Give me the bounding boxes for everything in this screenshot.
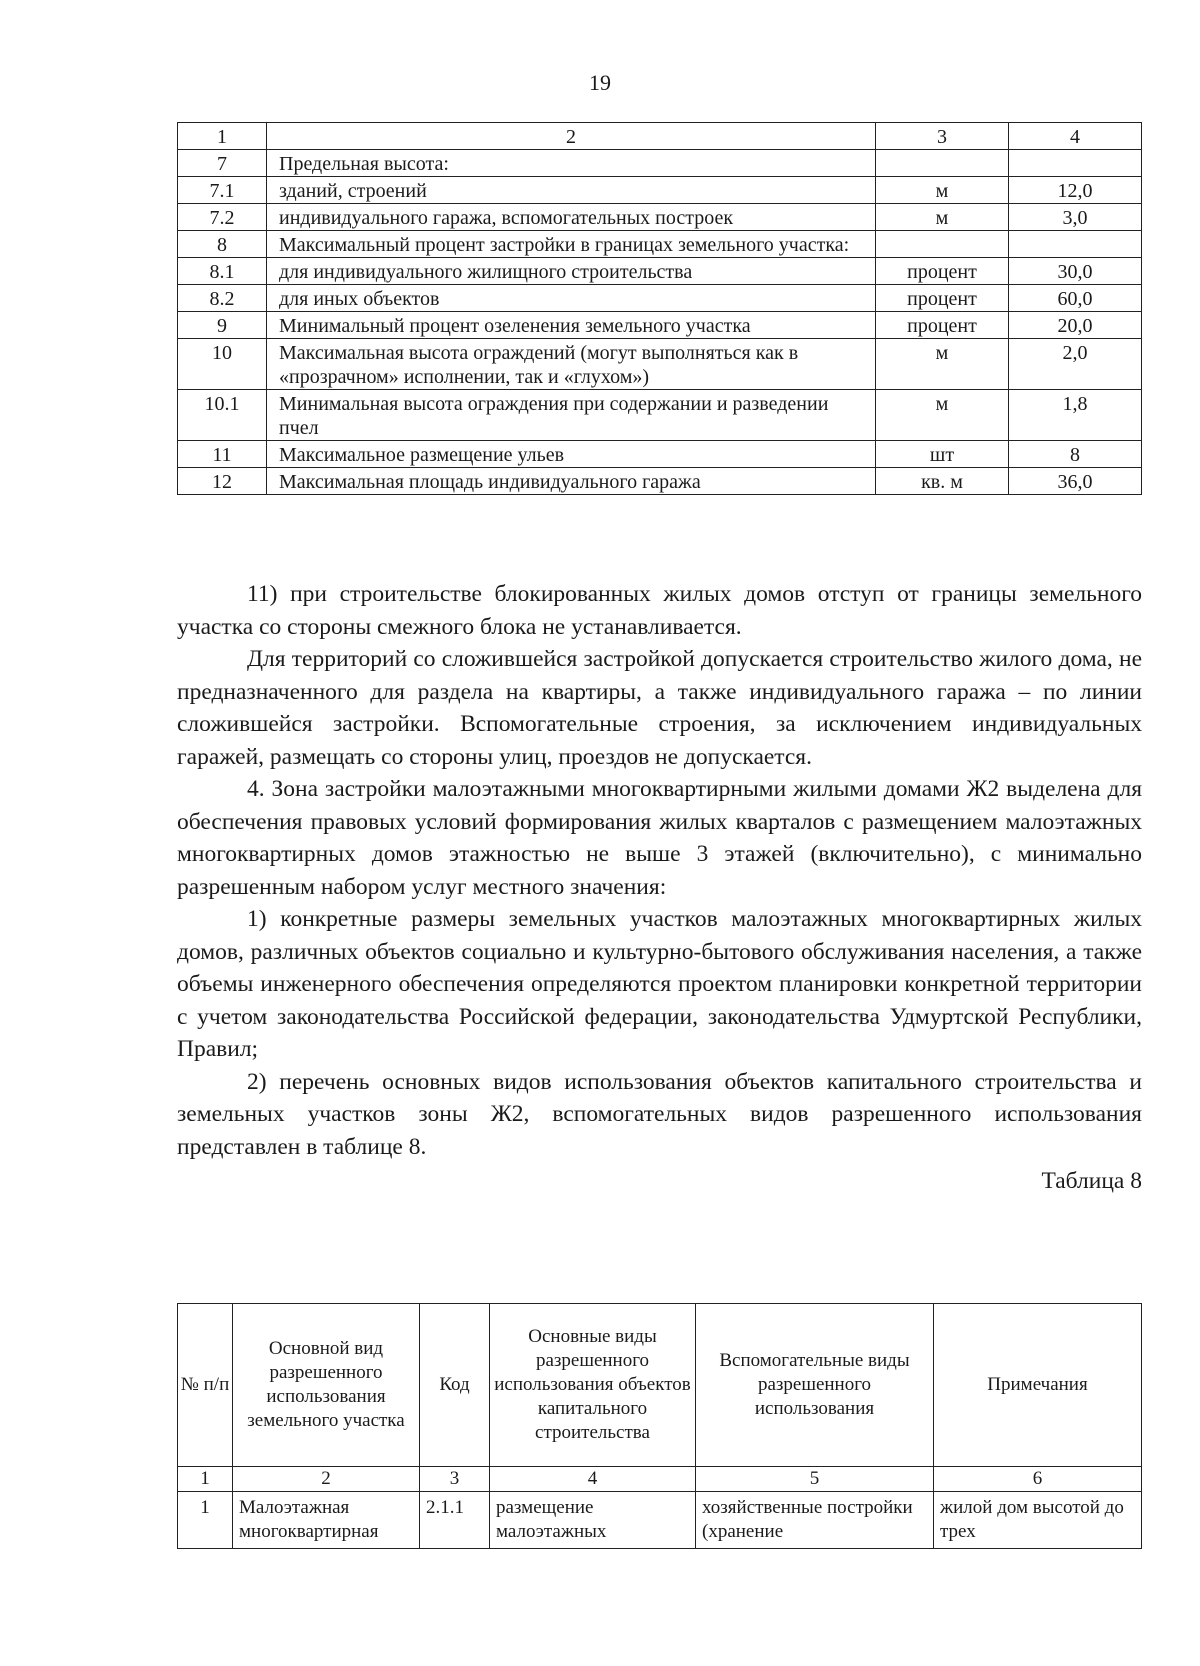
cell-parameter: индивидуального гаража, вспомогательных построек bbox=[267, 204, 876, 231]
cell-parameter: Максимальная высота ограждений (могут выполняться как в «прозрачном» исполнении, так и «глухом») bbox=[267, 339, 876, 390]
header-cell: 3 bbox=[876, 123, 1009, 150]
header-cell: Основные виды разрешенного использования объектов капитального строительства bbox=[490, 1304, 696, 1467]
zone-uses-table bbox=[177, 1303, 1142, 1549]
table-row bbox=[178, 204, 1142, 231]
cell-unit: шт bbox=[876, 441, 1009, 468]
header-cell: № п/п bbox=[178, 1304, 233, 1467]
cell-value: 60,0 bbox=[1009, 285, 1142, 312]
header-cell: Основной вид разрешенного использования земельного участка bbox=[233, 1304, 420, 1467]
paragraph: 1) конкретные размеры земельных участков малоэтажных многоквартирных жилых домов, различных объектов социально и культурно-бытового обслуживания населения, а также объемы инженерного обеспечения определяются проектом планировки конкретной территории с учетом законодательства Российской федерации, законодательства Удмуртской Республики, Правил; bbox=[177, 906, 1142, 1062]
paragraph: 2) перечень основных видов использования объектов капитального строительства и земельных участков зоны Ж2, вспомогательных видов разрешенного использования представлен в таблице 8. bbox=[177, 1068, 1142, 1160]
cell-unit bbox=[876, 150, 1009, 177]
cell-number: 1 bbox=[178, 1492, 233, 1549]
header-cell: Вспомогательные виды разрешенного использования bbox=[696, 1304, 934, 1467]
table-caption: Таблица 8 bbox=[1041, 1168, 1142, 1194]
cell-parameter: Предельная высота: bbox=[267, 150, 876, 177]
cell-unit: м bbox=[876, 390, 1009, 441]
body-text bbox=[177, 578, 1142, 1198]
page-number: 19 bbox=[589, 70, 611, 95]
cell-unit: кв. м bbox=[876, 468, 1009, 495]
cell-number: 11 bbox=[178, 441, 267, 468]
cell-parameter: зданий, строений bbox=[267, 177, 876, 204]
cell-value: 8 bbox=[1009, 441, 1142, 468]
cell-unit: процент bbox=[876, 312, 1009, 339]
cell-value: 20,0 bbox=[1009, 312, 1142, 339]
table-row bbox=[178, 177, 1142, 204]
cell-number: 7.2 bbox=[178, 204, 267, 231]
paragraph: 11) при строительстве блокированных жилых домов отступ от границы земельного участка со стороны смежного блока не устанавливается. bbox=[177, 581, 1142, 640]
cell-number: 9 bbox=[178, 312, 267, 339]
table-row bbox=[178, 231, 1142, 258]
cell-value: 12,0 bbox=[1009, 177, 1142, 204]
cell-unit: процент bbox=[876, 285, 1009, 312]
table-row bbox=[178, 285, 1142, 312]
cell-parameter: Максимальная площадь индивидуального гаража bbox=[267, 468, 876, 495]
column-number-row bbox=[178, 1467, 1142, 1492]
cell-parameter: Максимальное размещение ульев bbox=[267, 441, 876, 468]
header-cell: 2 bbox=[267, 123, 876, 150]
header-cell: 4 bbox=[1009, 123, 1142, 150]
cell-unit: м bbox=[876, 204, 1009, 231]
cell-auxiliary-use: хозяйственные постройки (хранение bbox=[696, 1492, 934, 1549]
column-number: 6 bbox=[934, 1467, 1142, 1492]
table-row bbox=[178, 390, 1142, 441]
cell-parameter: для индивидуального жилищного строительства bbox=[267, 258, 876, 285]
cell-value: 36,0 bbox=[1009, 468, 1142, 495]
cell-value bbox=[1009, 150, 1142, 177]
cell-value: 2,0 bbox=[1009, 339, 1142, 390]
table-header-row bbox=[178, 123, 1142, 150]
cell-parameter: Минимальная высота ограждения при содержании и разведении пчел bbox=[267, 390, 876, 441]
cell-number: 8.2 bbox=[178, 285, 267, 312]
table-row bbox=[178, 312, 1142, 339]
table-header-row bbox=[178, 1304, 1142, 1467]
header-cell: Примечания bbox=[934, 1304, 1142, 1467]
cell-land-use: Малоэтажная многоквартирная bbox=[233, 1492, 420, 1549]
cell-number: 8.1 bbox=[178, 258, 267, 285]
cell-number: 7 bbox=[178, 150, 267, 177]
column-number: 1 bbox=[178, 1467, 233, 1492]
cell-parameter: Минимальный процент озеленения земельного участка bbox=[267, 312, 876, 339]
cell-notes: жилой дом высотой до трех bbox=[934, 1492, 1142, 1549]
header-cell: 1 bbox=[178, 123, 267, 150]
table-row bbox=[178, 441, 1142, 468]
table-row bbox=[178, 1492, 1142, 1549]
cell-main-use: размещение малоэтажных bbox=[490, 1492, 696, 1549]
cell-number: 8 bbox=[178, 231, 267, 258]
cell-unit: м bbox=[876, 177, 1009, 204]
header-cell: Код bbox=[420, 1304, 490, 1467]
table-row bbox=[178, 150, 1142, 177]
cell-unit: м bbox=[876, 339, 1009, 390]
cell-value bbox=[1009, 231, 1142, 258]
column-number: 5 bbox=[696, 1467, 934, 1492]
cell-value: 3,0 bbox=[1009, 204, 1142, 231]
cell-value: 1,8 bbox=[1009, 390, 1142, 441]
cell-code: 2.1.1 bbox=[420, 1492, 490, 1549]
cell-parameter: для иных объектов bbox=[267, 285, 876, 312]
paragraph: 4. Зона застройки малоэтажными многоквартирными жилыми домами Ж2 выделена для обеспечения правовых условий формирования жилых кварталов с размещением малоэтажных многоквартирных домов этажностью не выше 3 этажей (включительно), с минимально разрешенным набором услуг местного значения: bbox=[177, 776, 1142, 900]
table-row bbox=[178, 339, 1142, 390]
paragraph: Для территорий со сложившейся застройкой допускается строительство жилого дома, не предназначенного для раздела на квартиры, а также индивидуального гаража – по линии сложившейся застройки. Вспомогательные строения, за исключением индивидуальных гаражей, размещать со стороны улиц, проездов не допускается. bbox=[177, 646, 1142, 770]
column-number: 2 bbox=[233, 1467, 420, 1492]
cell-unit: процент bbox=[876, 258, 1009, 285]
column-number: 4 bbox=[490, 1467, 696, 1492]
cell-number: 10 bbox=[178, 339, 267, 390]
cell-number: 7.1 bbox=[178, 177, 267, 204]
table-row bbox=[178, 258, 1142, 285]
cell-number: 12 bbox=[178, 468, 267, 495]
cell-parameter: Максимальный процент застройки в границах земельного участка: bbox=[267, 231, 876, 258]
cell-value: 30,0 bbox=[1009, 258, 1142, 285]
cell-number: 10.1 bbox=[178, 390, 267, 441]
cell-unit bbox=[876, 231, 1009, 258]
parameters-table bbox=[177, 122, 1142, 495]
column-number: 3 bbox=[420, 1467, 490, 1492]
table-row bbox=[178, 468, 1142, 495]
